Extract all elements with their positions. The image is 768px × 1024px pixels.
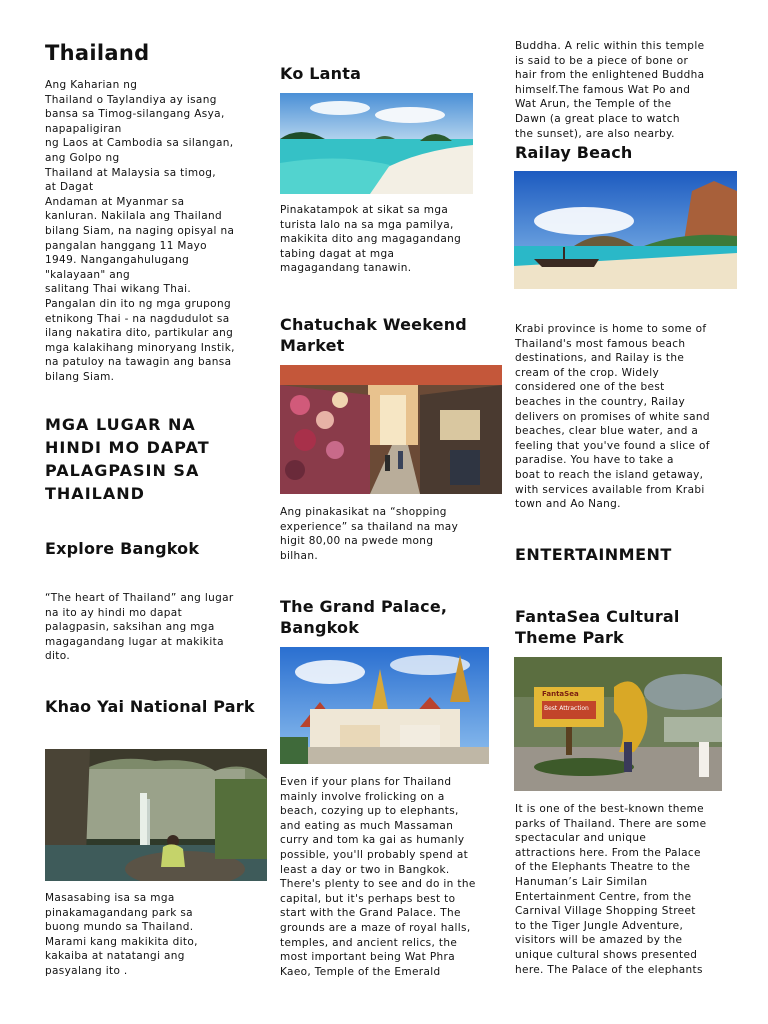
kolanta-paragraph: Pinakatampok at sikat sa mga turista lalo na sa mga pamilya, makikita dito ang magagandang tabing dagat at mga magagandang tanawin. — [280, 204, 462, 275]
page-title: Thailand — [45, 41, 150, 65]
buddha-paragraph: Buddha. A relic within this temple is said to be a piece of bone or hair from the enlightened Buddha himself.The famous Wat Po and Wat Arun, the Temple of the Dawn (a great place to watch the sunset), are also nearby. — [515, 40, 705, 140]
kolanta-beach-photo — [280, 93, 473, 194]
kolanta-heading: Ko Lanta — [280, 64, 362, 83]
fantasea-heading: FantaSea Cultural Theme Park — [515, 607, 680, 647]
chatuchak-heading: Chatuchak Weekend Market — [280, 315, 467, 355]
fantasea-park-photo — [514, 657, 722, 791]
palace-paragraph: Even if your plans for Thailand mainly involve frolicking on a beach, cozying up to elephants, and eating as much Massaman curry and tom ka gai as humanly possible, you'll probably spend at least a day or two in Bangkok. There's plenty to see and do in the capital, but it's perhaps best to start with the Grand Palace. The grounds are a maze of royal halls, temples, and ancient relics, the most important being Wat Phra Kaeo, Temple of the Emerald — [280, 776, 476, 978]
khaoyai-heading: Khao Yai National Park — [45, 697, 255, 716]
khaoyai-waterfall-photo — [45, 749, 267, 881]
khaoyai-paragraph: Masasabing isa sa mga pinakamagandang park sa buong mundo sa Thailand. Marami kang makikita dito, kakaiba at natatangi ang pasyalang ito . — [45, 892, 198, 977]
entertainment-heading: ENTERTAINMENT — [515, 545, 672, 564]
chatuchak-paragraph: Ang pinakasikat na “shopping experience” sa thailand na may higit 80,00 na pwede mong bilhan. — [280, 506, 459, 562]
fantasea-sign-text: FantaSea — [542, 690, 579, 698]
bangkok-heading: Explore Bangkok — [45, 539, 200, 558]
section-heading: MGA LUGAR NA HINDI MO DAPAT PALAGPASIN SA THAILAND — [45, 415, 210, 503]
fantasea-paragraph: It is one of the best-known theme parks of Thailand. There are some spectacular and unique attractions here. From the Palace of the Elephants Theatre to the Hanuman’s Lair Similan Entertainment Centre, from the Carnival Village Shopping Street to the Tiger Jungle Adventure, visitors will be amazed by the unique cultural shows presented here. The Palace of the elephants — [515, 803, 707, 976]
railay-beach-photo — [514, 171, 737, 289]
palace-heading: The Grand Palace, Bangkok — [280, 597, 448, 637]
fantasea-sign-subtext: Best Attraction — [544, 705, 589, 712]
grand-palace-photo — [280, 647, 489, 764]
railay-heading: Railay Beach — [515, 143, 633, 162]
bangkok-paragraph: “The heart of Thailand” ang lugar na ito ay hindi mo dapat palagpasin, saksihan ang mga magagandang lugar at makikita dito. — [45, 592, 234, 663]
railay-paragraph: Krabi province is home to some of Thailand's most famous beach destinations, and Railay is the cream of the crop. Widely considered one of the best beaches in the country, Railay delivers on promises of white sand beaches, clear blue water, and a feeling that you've found a slice of paradise. You have to take a boat to reach the island getaway, with services available from Krabi town and Ao Nang. — [515, 323, 710, 511]
intro-paragraph: Ang Kaharian ng Thailand o Taylandiya ay isang bansa sa Timog-silangang Asya, napapaligiran ng Laos at Cambodia sa silangan, ang Golpo ng Thailand at Malaysia sa timog, at Dagat Andaman at Myanmar sa kanluran. Nakilala ang Thailand bilang Siam, na naging opisyal na pangalan hanggang 11 Mayo 1949. Nangangahulugang "kalayaan" ang salitang Thai wikang Thai. Pangalan din ito ng mga grupong etnikong Thai - na nagdudulot sa ilang nakatira dito, partikular ang mga kalakihang minoryang Instik, na patuloy na tawagin ang bansa bilang Siam. — [45, 79, 235, 383]
chatuchak-market-photo — [280, 365, 502, 494]
